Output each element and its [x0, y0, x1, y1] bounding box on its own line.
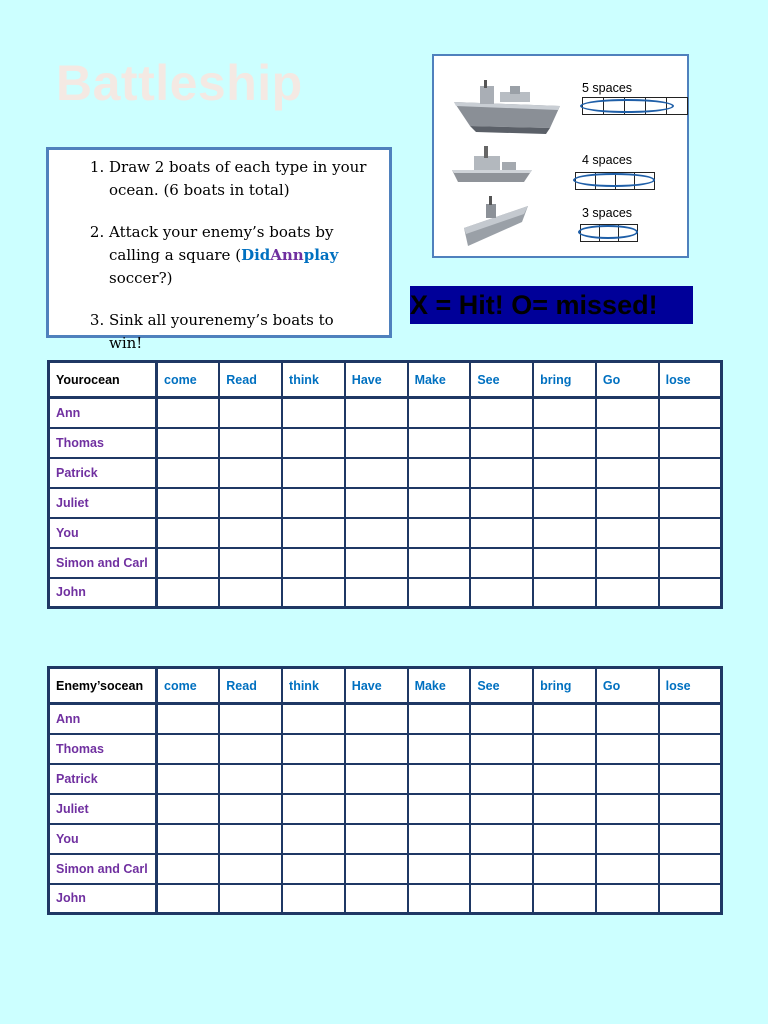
grid-cell[interactable] [596, 794, 659, 824]
grid-cell[interactable] [219, 488, 282, 518]
column-header: See [470, 362, 533, 398]
ship-oval-3 [578, 225, 638, 239]
row-header: You [49, 824, 157, 854]
grid-cell[interactable] [345, 884, 408, 914]
grid-cell[interactable] [157, 704, 220, 734]
grid-cell[interactable] [157, 824, 220, 854]
grid-row [49, 854, 722, 884]
instruction-step-2-text: Attack your enemy’s boats by calling a square ( [109, 223, 334, 264]
grid-cell[interactable] [533, 884, 596, 914]
grid-cell[interactable] [219, 794, 282, 824]
grid-cell[interactable] [282, 458, 345, 488]
grid-row [49, 488, 722, 518]
grid-cell[interactable] [157, 458, 220, 488]
grid-cell[interactable] [659, 764, 722, 794]
grid-cell[interactable] [345, 488, 408, 518]
grid-cell[interactable] [219, 398, 282, 428]
grid-row [49, 428, 722, 458]
grid-cell[interactable] [533, 794, 596, 824]
grid-cell[interactable] [659, 884, 722, 914]
grid-cell[interactable] [282, 548, 345, 578]
hit-miss-legend: X = Hit! O= missed! [410, 286, 693, 324]
grid-cell[interactable] [659, 704, 722, 734]
row-header: Simon and Carl [49, 854, 157, 884]
grid-row [49, 824, 722, 854]
ship-label-4: 4 spaces [582, 153, 633, 167]
grid-cell[interactable] [408, 764, 471, 794]
grid-cell[interactable] [533, 428, 596, 458]
grid-cell[interactable] [157, 854, 220, 884]
grid-cell[interactable] [157, 488, 220, 518]
grid-cell[interactable] [533, 764, 596, 794]
grid-cell[interactable] [408, 734, 471, 764]
instruction-step-2 [109, 221, 371, 290]
column-header: Go [596, 362, 659, 398]
grid-cell[interactable] [408, 704, 471, 734]
grid-cell[interactable] [219, 854, 282, 884]
grid-cell[interactable] [345, 734, 408, 764]
grid-cell[interactable] [219, 578, 282, 608]
grid-cell[interactable] [157, 548, 220, 578]
instruction-step-1: 1. Draw 2 boats of each type in your ocean. (6 boats in total) [109, 156, 371, 202]
grid-cell[interactable] [533, 734, 596, 764]
column-header: Make [408, 668, 471, 704]
column-header: come [157, 668, 220, 704]
column-header: think [282, 362, 345, 398]
grid-cell[interactable] [533, 704, 596, 734]
grid-cell[interactable] [408, 398, 471, 428]
grid-row [49, 734, 722, 764]
grid-cell[interactable] [596, 854, 659, 884]
grid-cell[interactable] [596, 824, 659, 854]
grid-cell[interactable] [596, 488, 659, 518]
grid-cell[interactable] [470, 428, 533, 458]
grid-cell[interactable] [470, 458, 533, 488]
row-header: Thomas [49, 734, 157, 764]
grid-cell[interactable] [345, 518, 408, 548]
grid-cell[interactable] [157, 764, 220, 794]
row-header: Patrick [49, 764, 157, 794]
row-header: Ann [49, 398, 157, 428]
grid-cell[interactable] [345, 548, 408, 578]
grid-cell[interactable] [533, 458, 596, 488]
row-header: John [49, 578, 157, 608]
column-header: Go [596, 668, 659, 704]
example-play: play [303, 246, 339, 264]
grid-cell[interactable] [470, 884, 533, 914]
grid-cell[interactable] [282, 734, 345, 764]
grid-cell[interactable] [533, 578, 596, 608]
grid-cell[interactable] [282, 884, 345, 914]
grid-cell[interactable] [157, 794, 220, 824]
ship-oval-5 [580, 99, 674, 113]
grid-cell[interactable] [345, 764, 408, 794]
grid-cell[interactable] [282, 794, 345, 824]
grid-cell[interactable] [219, 458, 282, 488]
grid-cell[interactable] [659, 824, 722, 854]
row-header: Patrick [49, 458, 157, 488]
grid-cell[interactable] [345, 428, 408, 458]
grid-row [49, 884, 722, 914]
aircraft-carrier-icon [450, 76, 566, 142]
grid-cell[interactable] [408, 548, 471, 578]
grid-cell[interactable] [470, 398, 533, 428]
your-ocean-grid [47, 360, 723, 609]
grid-cell[interactable] [596, 428, 659, 458]
grid-cell[interactable] [659, 458, 722, 488]
column-header: lose [659, 668, 722, 704]
grid-cell[interactable] [219, 704, 282, 734]
grid-cell[interactable] [408, 884, 471, 914]
grid-cell[interactable] [408, 518, 471, 548]
grid-row [49, 458, 722, 488]
grid-cell[interactable] [596, 764, 659, 794]
grid-cell[interactable] [596, 734, 659, 764]
grid-cell[interactable] [470, 518, 533, 548]
grid-cell[interactable] [470, 794, 533, 824]
grid-row [49, 704, 722, 734]
grid-cell[interactable] [219, 518, 282, 548]
grid-cell[interactable] [282, 518, 345, 548]
grid-cell[interactable] [282, 488, 345, 518]
grid-corner-label: Enemy’socean [49, 668, 157, 704]
grid-cell[interactable] [470, 854, 533, 884]
grid-cell[interactable] [157, 578, 220, 608]
instruction-step-2-end: soccer?) [109, 269, 173, 287]
grid-cell[interactable] [282, 824, 345, 854]
grid-cell[interactable] [533, 824, 596, 854]
grid-cell[interactable] [470, 734, 533, 764]
grid-cell[interactable] [345, 824, 408, 854]
grid-cell[interactable] [659, 854, 722, 884]
grid-cell[interactable] [408, 458, 471, 488]
grid-row [49, 518, 722, 548]
grid-cell[interactable] [282, 764, 345, 794]
grid-cell[interactable] [345, 458, 408, 488]
grid-cell[interactable] [219, 824, 282, 854]
grid-row [49, 578, 722, 608]
grid-cell[interactable] [408, 428, 471, 458]
ship-label-5: 5 spaces [582, 81, 633, 95]
grid-cell[interactable] [345, 794, 408, 824]
grid-cell[interactable] [219, 548, 282, 578]
grid-cell[interactable] [596, 518, 659, 548]
row-header: Juliet [49, 794, 157, 824]
column-header: Make [408, 362, 471, 398]
grid-cell[interactable] [659, 488, 722, 518]
grid-cell[interactable] [282, 704, 345, 734]
ship-oval-4 [573, 173, 655, 187]
grid-cell[interactable] [659, 578, 722, 608]
grid-cell[interactable] [408, 578, 471, 608]
grid-cell[interactable] [596, 458, 659, 488]
column-header: lose [659, 362, 722, 398]
grid-row [49, 548, 722, 578]
grid-cell[interactable] [470, 548, 533, 578]
grid-corner-label: Yourocean [49, 362, 157, 398]
row-header: Simon and Carl [49, 548, 157, 578]
grid-row [49, 794, 722, 824]
grid-cell[interactable] [533, 854, 596, 884]
example-did: Did [241, 246, 271, 264]
grid-cell[interactable] [659, 518, 722, 548]
page-title: Battleship [56, 55, 303, 111]
row-header: John [49, 884, 157, 914]
row-header: Ann [49, 704, 157, 734]
grid-cell[interactable] [157, 884, 220, 914]
grid-cell[interactable] [408, 488, 471, 518]
grid-cell[interactable] [408, 824, 471, 854]
grid-cell[interactable] [659, 548, 722, 578]
grid-cell[interactable] [345, 704, 408, 734]
grid-row [49, 764, 722, 794]
grid-cell[interactable] [596, 884, 659, 914]
grid-cell[interactable] [157, 734, 220, 764]
column-header: bring [533, 362, 596, 398]
column-header: Have [345, 362, 408, 398]
grid-cell[interactable] [408, 854, 471, 884]
carrier-small-icon [458, 188, 530, 254]
example-ann: Ann [270, 246, 304, 264]
grid-cell[interactable] [470, 704, 533, 734]
grid-cell[interactable] [470, 824, 533, 854]
ship-key-panel [432, 54, 689, 258]
instructions-list [49, 150, 389, 355]
instructions-box [46, 147, 392, 352]
row-header: Thomas [49, 428, 157, 458]
grid-cell[interactable] [596, 398, 659, 428]
grid-cell[interactable] [659, 428, 722, 458]
grid-cell[interactable] [659, 398, 722, 428]
row-header: Juliet [49, 488, 157, 518]
grid-cell[interactable] [470, 488, 533, 518]
grid-row [49, 398, 722, 428]
column-header: Read [219, 668, 282, 704]
grid-cell[interactable] [282, 578, 345, 608]
grid-cell[interactable] [533, 488, 596, 518]
grid-cell[interactable] [282, 854, 345, 884]
grid-cell[interactable] [533, 518, 596, 548]
grid-cell[interactable] [470, 764, 533, 794]
grid-cell[interactable] [345, 854, 408, 884]
grid-cell[interactable] [345, 578, 408, 608]
grid-cell[interactable] [596, 578, 659, 608]
column-header: Read [219, 362, 282, 398]
grid-cell[interactable] [282, 428, 345, 458]
column-header: come [157, 362, 220, 398]
grid-cell[interactable] [157, 518, 220, 548]
cruiser-icon [450, 140, 534, 188]
grid-cell[interactable] [659, 734, 722, 764]
instruction-step-3: 3. Sink all yourenemy’s boats to win! [109, 309, 371, 355]
column-header: See [470, 668, 533, 704]
grid-cell[interactable] [408, 794, 471, 824]
column-header: think [282, 668, 345, 704]
column-header: Have [345, 668, 408, 704]
grid-cell[interactable] [596, 704, 659, 734]
grid-cell[interactable] [470, 578, 533, 608]
grid-cell[interactable] [219, 884, 282, 914]
grid-cell[interactable] [157, 398, 220, 428]
grid-cell[interactable] [659, 794, 722, 824]
enemy-ocean-grid [47, 666, 723, 915]
grid-cell[interactable] [345, 398, 408, 428]
grid-cell[interactable] [219, 764, 282, 794]
column-header: bring [533, 668, 596, 704]
grid-cell[interactable] [596, 548, 659, 578]
ship-label-3: 3 spaces [582, 206, 633, 220]
grid-cell[interactable] [219, 428, 282, 458]
row-header: You [49, 518, 157, 548]
grid-cell[interactable] [533, 398, 596, 428]
grid-cell[interactable] [157, 428, 220, 458]
grid-cell[interactable] [219, 734, 282, 764]
grid-cell[interactable] [282, 398, 345, 428]
grid-cell[interactable] [533, 548, 596, 578]
